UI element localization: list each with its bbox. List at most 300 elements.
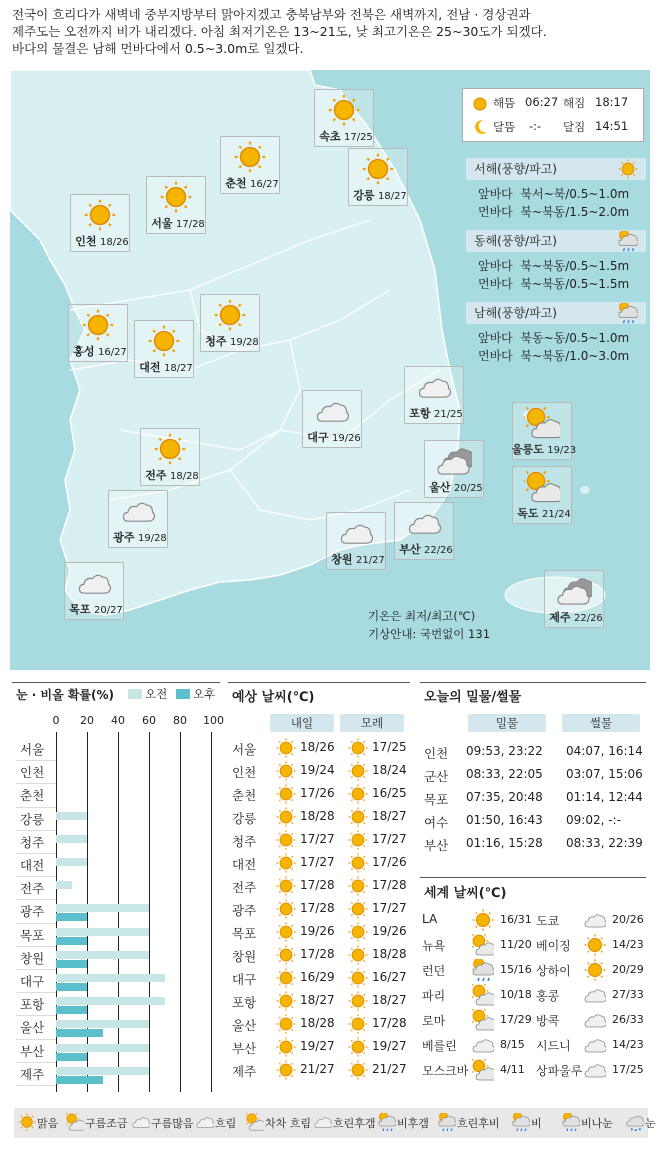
sun-icon [360, 153, 396, 185]
sun-icon [348, 922, 368, 942]
city-대구 [302, 390, 362, 448]
partly-cloudy-icon [472, 1059, 494, 1081]
city-울산 [424, 440, 484, 498]
city-name: 독도 [517, 507, 539, 520]
forecast-tomorrow: 19/27 [300, 1039, 335, 1053]
sun-icon [348, 738, 368, 758]
row-sep [16, 1015, 56, 1016]
sun-icon [276, 853, 296, 873]
world-city: 도쿄 [536, 914, 560, 928]
tide-high: 09:53, 23:22 [466, 744, 543, 758]
world-temp: 20/26 [612, 913, 644, 926]
world-temp: 27/33 [612, 988, 644, 1001]
tide-place: 인천 [424, 746, 449, 761]
row-sep [16, 1039, 56, 1040]
precip-chart-title: 눈 · 비올 확률(%) [16, 688, 115, 702]
sea-region-header [466, 302, 646, 324]
precip-bar-am [56, 951, 149, 959]
forecast-city: 창원 [232, 949, 257, 964]
forecast-dayafter: 17/27 [372, 901, 407, 915]
forecast-tomorrow: 16/29 [300, 970, 335, 984]
sun-icon [82, 199, 118, 231]
city-name: 인천 [75, 235, 97, 248]
tide-low: 03:07, 15:06 [566, 767, 643, 781]
city-temp: 18/27 [377, 191, 407, 202]
partly-cloudy-icon [472, 934, 494, 956]
precip-tick: 60 [142, 714, 156, 727]
sea-near [478, 185, 629, 203]
headline [12, 6, 652, 57]
city-name: 대구 [307, 431, 329, 444]
row-sep [16, 1085, 56, 1086]
sea-far [478, 203, 629, 221]
precip-bar-am [56, 928, 149, 936]
sea-near-label: 앞바다 [478, 331, 513, 345]
city-temp: 18/27 [163, 363, 193, 374]
sea-near-label: 앞바다 [478, 259, 513, 273]
forecast-dayafter: 17/26 [372, 855, 407, 869]
rain-icon [472, 959, 494, 981]
precip-bar-am [56, 812, 87, 820]
city-temp: 16/27 [249, 179, 279, 190]
forecast-title: 예상 날씨(℃) [232, 690, 315, 705]
divider [420, 682, 646, 683]
precip-city: 포항 [20, 997, 45, 1013]
headline-line: 전국이 흐리다가 새벽네 중부지방부터 맑아지겠고 충북남부와 전북은 새벽까지, 전남 · 경상권과 [12, 7, 531, 22]
sun-icon [158, 181, 194, 213]
forecast-tomorrow: 18/28 [300, 1016, 335, 1030]
sea-far-value: 북~북동/0.5~1.5m [520, 277, 630, 291]
forecast-dayafter: 19/26 [372, 924, 407, 938]
world-temp: 20/29 [612, 963, 644, 976]
city-울릉도 [511, 402, 577, 460]
moon-icon [471, 118, 489, 136]
precip-city: 목포 [20, 927, 45, 943]
divider [12, 682, 220, 683]
city-temp: 21/25 [433, 409, 463, 420]
tide-low: 09:02, -:- [566, 813, 621, 827]
forecast-dayafter: 18/28 [372, 947, 407, 961]
legend-am-label: 오전 [145, 687, 168, 701]
forecast-city: 대구 [232, 972, 257, 987]
precip-bar-pm [56, 1006, 87, 1014]
precip-bar-am [56, 904, 149, 912]
row-sep [16, 969, 56, 970]
precip-bar-pm [56, 983, 87, 991]
city-포항 [404, 366, 464, 424]
col-tomorrow: 내일 [270, 714, 334, 732]
sun-icon [212, 299, 248, 331]
sun-icon [348, 1014, 368, 1034]
city-name: 부산 [399, 543, 421, 556]
legend-am-swatch [128, 689, 142, 699]
sea-region-title: 남해(풍향/파고) [474, 306, 557, 320]
precip-city: 대구 [20, 974, 45, 989]
world-temp: 15/16 [500, 963, 532, 976]
sun-icon [348, 830, 368, 850]
precip-tick: 40 [111, 714, 125, 727]
city-강릉 [348, 148, 408, 206]
rain-icon [438, 1113, 456, 1131]
forecast-city: 전주 [232, 880, 257, 895]
tide-place: 군산 [424, 769, 449, 784]
precip-city: 전주 [20, 881, 45, 897]
precip-bar-am [56, 997, 165, 1005]
rain-icon [378, 1113, 396, 1131]
city-대전 [134, 320, 194, 378]
rain-icon [512, 1113, 530, 1131]
forecast-tomorrow: 17/27 [300, 832, 335, 846]
city-name: 울산 [429, 481, 451, 494]
city-temp: 18/28 [169, 471, 199, 482]
city-name: 창원 [331, 553, 353, 566]
tide-high: 01:16, 15:28 [466, 836, 543, 850]
tide-high: 07:35, 20:48 [466, 790, 543, 804]
forecast-city: 울산 [232, 1018, 257, 1033]
forecast-tomorrow: 18/28 [300, 809, 335, 823]
precip-bar-am [56, 1044, 149, 1052]
city-목포 [64, 562, 124, 620]
sun-icon [584, 934, 606, 956]
city-속초 [314, 89, 374, 147]
world-city: LA [422, 912, 438, 926]
city-name: 포항 [409, 407, 431, 420]
city-부산 [394, 502, 454, 560]
sun-moon-box [462, 88, 644, 142]
world-city: 상하이 [536, 964, 571, 978]
rain-icon [562, 1113, 580, 1131]
cloudy-icon [76, 567, 112, 599]
row-sep [16, 992, 56, 993]
cloudy-icon [196, 1113, 214, 1131]
sun-icon [146, 325, 182, 357]
snow-icon [626, 1113, 644, 1131]
sun-icon [348, 968, 368, 988]
precip-city: 청주 [20, 834, 45, 850]
cloudy-icon [314, 1113, 332, 1131]
city-temp: 17/28 [175, 219, 205, 230]
legend-label: 흐린후갬 [333, 1117, 376, 1130]
forecast-dayafter: 16/25 [372, 786, 407, 800]
partly-cloudy-icon [246, 1113, 264, 1131]
world-temp: 14/23 [612, 1038, 644, 1051]
precip-gridline [211, 732, 212, 1092]
world-title: 세계 날씨(℃) [424, 886, 507, 901]
precip-tick: 20 [80, 714, 94, 727]
world-city: 뉴욕 [422, 939, 446, 953]
city-창원 [326, 512, 386, 570]
precip-bar-am [56, 1020, 149, 1028]
sea-near [478, 257, 629, 275]
sun-icon [276, 876, 296, 896]
legend-label: 비나눈 [581, 1117, 613, 1130]
sun-icon [276, 968, 296, 988]
city-제주 [544, 570, 604, 628]
world-temp: 11/20 [500, 938, 532, 951]
forecast-city: 서울 [232, 742, 257, 757]
city-temp: 22/26 [573, 613, 603, 624]
precip-bar-am [56, 1067, 149, 1075]
forecast-dayafter: 21/27 [372, 1062, 407, 1076]
sun-icon [471, 95, 489, 113]
city-name: 강릉 [353, 189, 375, 202]
sea-region-header [466, 230, 646, 252]
city-temp: 19/23 [547, 445, 577, 456]
city-광주 [108, 490, 168, 548]
city-홍성 [68, 304, 128, 362]
legend-label: 구름많음 [151, 1117, 194, 1130]
cloudy-icon [584, 1059, 606, 1081]
sun-icon [348, 807, 368, 827]
world-city: 런던 [422, 964, 446, 978]
city-temp: 22/26 [423, 545, 453, 556]
city-서울 [146, 176, 206, 234]
row-sep [16, 1062, 56, 1063]
precip-city: 인천 [20, 765, 45, 781]
row-sep [16, 760, 56, 761]
cloudy-icon [120, 495, 156, 527]
legend-pm-swatch [176, 689, 190, 699]
sea-far-value: 북~북동/1.0~3.0m [520, 349, 630, 363]
precip-tick: 80 [173, 714, 187, 727]
sea-region-title: 서해(풍향/파고) [474, 162, 557, 176]
tide-high: 01:50, 16:43 [466, 813, 543, 827]
sea-far-value: 북~북동/1.5~2.0m [520, 205, 630, 219]
tide-low: 01:14, 12:44 [566, 790, 643, 804]
tide-place: 목포 [424, 792, 449, 807]
tides-title: 오늘의 밀물/썰물 [424, 690, 522, 705]
headline-line: 바다의 물결은 남해 먼바다에서 0.5~3.0m로 일겠다. [12, 41, 304, 56]
city-name: 청주 [205, 335, 227, 348]
tide-place: 여수 [424, 815, 449, 830]
city-독도 [512, 466, 572, 524]
col-dayafter: 모레 [340, 714, 404, 732]
legend-label: 맑음 [37, 1117, 59, 1130]
city-name: 제주 [549, 611, 571, 624]
sunrise-time: 06:27 [525, 95, 559, 109]
city-temp: 18/26 [99, 237, 129, 248]
sun-icon [276, 761, 296, 781]
precip-bar-am [56, 974, 165, 982]
partly-cloudy-icon [524, 407, 560, 439]
precip-gridline [149, 732, 150, 1092]
sunrise-label: 해뜸 [493, 96, 516, 110]
precip-tick: 100 [203, 714, 224, 727]
precip-bar-am [56, 835, 87, 843]
sunset-label: 해짐 [563, 96, 586, 110]
row-sep [16, 807, 56, 808]
cloudy-icon [584, 1034, 606, 1056]
precip-tick: 0 [52, 714, 60, 727]
sea-region-header [466, 158, 646, 180]
forecast-tomorrow: 19/24 [300, 763, 335, 777]
sun-icon [276, 1037, 296, 1057]
sun-icon [152, 433, 188, 465]
divider [420, 877, 646, 878]
city-temp: 19/28 [137, 533, 167, 544]
sun-icon [584, 959, 606, 981]
cloudy-icon [338, 517, 374, 549]
sun-icon [348, 1060, 368, 1080]
sea-near-value: 북서~북/0.5~1.0m [520, 187, 630, 201]
city-temp: 19/28 [229, 337, 259, 348]
sea-far [478, 347, 629, 365]
forecast-tomorrow: 19/26 [300, 924, 335, 938]
divider [228, 682, 410, 683]
tide-high: 08:33, 22:05 [466, 767, 543, 781]
forecast-tomorrow: 17/26 [300, 786, 335, 800]
legend-pm-label: 오후 [193, 687, 216, 701]
sun-icon [276, 738, 296, 758]
sun-icon [232, 141, 268, 173]
sun-icon [80, 309, 116, 341]
cloudy-icon [314, 395, 350, 427]
rain-icon [618, 231, 638, 251]
precip-city: 제주 [20, 1066, 45, 1082]
forecast-tomorrow: 18/27 [300, 993, 335, 1007]
col-high-tide: 밀물 [468, 714, 546, 732]
precip-city: 강릉 [20, 811, 45, 827]
legend-label: 흐림 [215, 1117, 237, 1130]
legend-label: 흐린후비 [457, 1117, 500, 1130]
city-name: 목포 [69, 603, 91, 616]
cloudy-icon [584, 1009, 606, 1031]
city-name: 대전 [139, 361, 161, 374]
sun-icon [348, 1037, 368, 1057]
cloudy-icon [472, 1034, 494, 1056]
forecast-city: 청주 [232, 834, 257, 849]
world-temp: 8/15 [500, 1038, 525, 1051]
sunset-time: 18:17 [595, 95, 629, 109]
world-city: 베를린 [422, 1039, 457, 1053]
city-name: 서울 [151, 217, 173, 230]
row-sep [16, 946, 56, 947]
precip-bar-pm [56, 937, 87, 945]
sun-icon [618, 159, 638, 179]
city-temp: 21/24 [541, 509, 571, 520]
world-city: 로마 [422, 1014, 446, 1028]
forecast-dayafter: 18/27 [372, 993, 407, 1007]
world-temp: 4/11 [500, 1063, 525, 1076]
precip-bar-pm [56, 960, 87, 968]
forecast-city: 강릉 [232, 811, 257, 826]
city-춘천 [220, 136, 280, 194]
precip-city: 대전 [20, 858, 45, 873]
city-name: 속초 [319, 130, 341, 143]
forecast-dayafter: 17/28 [372, 1016, 407, 1030]
city-temp: 17/25 [343, 132, 373, 143]
row-sep [16, 923, 56, 924]
sun-icon [276, 1014, 296, 1034]
weather-info: 기상안내: 국번없이 131 [368, 627, 491, 641]
cloudy-icon [416, 371, 452, 403]
precip-bar-pm [56, 1029, 103, 1037]
forecast-dayafter: 17/25 [372, 740, 407, 754]
forecast-tomorrow: 17/27 [300, 855, 335, 869]
icon-legend [14, 1108, 656, 1138]
sea-near-label: 앞바다 [478, 187, 513, 201]
sun-icon [276, 945, 296, 965]
moonrise-time: -:- [529, 119, 542, 133]
cloudy-icon [406, 507, 442, 539]
forecast-city: 인천 [232, 765, 257, 780]
world-city: 베이징 [536, 939, 571, 953]
row-sep [16, 876, 56, 877]
city-name: 춘천 [225, 177, 247, 190]
forecast-tomorrow: 21/27 [300, 1062, 335, 1076]
partly-cloudy-icon [66, 1113, 84, 1131]
city-temp: 21/27 [355, 555, 385, 566]
forecast-dayafter: 17/28 [372, 878, 407, 892]
forecast-city: 광주 [232, 903, 257, 918]
precip-bar-pm [56, 913, 87, 921]
row-sep [16, 853, 56, 854]
cloudy-icon [584, 984, 606, 1006]
world-temp: 17/29 [500, 1013, 532, 1026]
world-city: 상파울루 [536, 1064, 583, 1078]
sea-far-label: 먼바다 [478, 349, 513, 363]
sun-icon [348, 853, 368, 873]
world-temp: 16/31 [500, 913, 532, 926]
legend-label: 눈 [645, 1117, 656, 1130]
forecast-city: 목포 [232, 926, 257, 941]
world-temp: 17/25 [612, 1063, 644, 1076]
forecast-dayafter: 17/27 [372, 832, 407, 846]
sun-icon [472, 909, 494, 931]
rain-icon [618, 303, 638, 323]
city-temp: 16/27 [97, 347, 127, 358]
sun-icon [276, 922, 296, 942]
col-low-tide: 썰물 [562, 714, 640, 732]
sun-icon [326, 94, 362, 126]
row-sep [16, 783, 56, 784]
sun-icon [276, 830, 296, 850]
sun-icon [276, 899, 296, 919]
forecast-city: 제주 [232, 1064, 257, 1079]
partly-cloudy-icon [472, 1009, 494, 1031]
forecast-dayafter: 18/24 [372, 763, 407, 777]
forecast-city: 대전 [232, 857, 257, 872]
city-name: 전주 [145, 469, 167, 482]
forecast-city: 포항 [232, 995, 257, 1010]
world-city: 방콕 [536, 1014, 560, 1028]
tide-low: 04:07, 16:14 [566, 744, 643, 758]
city-name: 울릉도 [511, 443, 544, 456]
sea-near-value: 북동~동/0.5~1.0m [520, 331, 630, 345]
tide-place: 부산 [424, 838, 449, 853]
forecast-dayafter: 18/27 [372, 809, 407, 823]
sun-icon [276, 807, 296, 827]
temp-note: 기온은 최저/최고(℃) [368, 609, 476, 623]
forecast-tomorrow: 18/26 [300, 740, 335, 754]
legend-label: 차차 흐림 [265, 1117, 312, 1130]
forecast-tomorrow: 17/28 [300, 947, 335, 961]
sun-icon [348, 899, 368, 919]
city-인천 [70, 194, 130, 252]
sun-icon [348, 876, 368, 896]
sun-icon [276, 991, 296, 1011]
overcast-icon [436, 445, 472, 477]
world-city: 홍콩 [536, 989, 560, 1003]
forecast-dayafter: 16/27 [372, 970, 407, 984]
sea-far-label: 먼바다 [478, 205, 513, 219]
overcast-icon [556, 575, 592, 607]
city-전주 [140, 428, 200, 486]
precip-city: 광주 [20, 904, 45, 920]
city-청주 [200, 294, 260, 352]
world-city: 시드니 [536, 1039, 571, 1053]
row-sep [16, 899, 56, 900]
